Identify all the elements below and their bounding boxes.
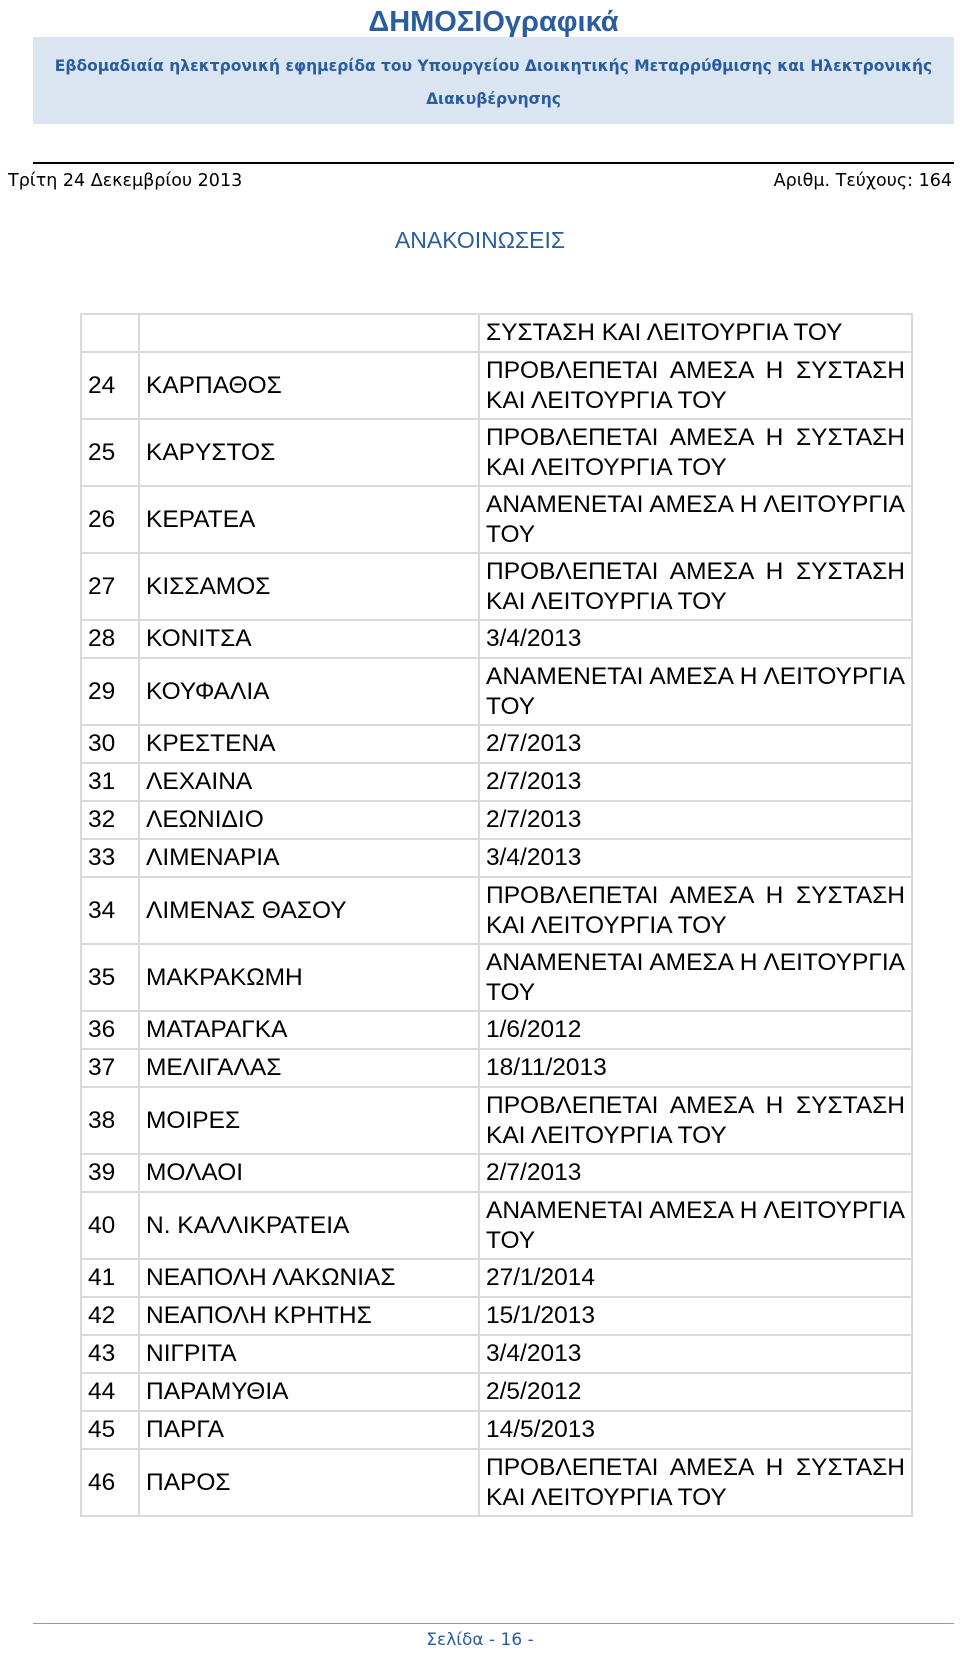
table-row: [81, 1087, 912, 1154]
municipality-name: ΝΕΑΠΟΛΗ ΛΑΚΩΝΙΑΣ: [139, 1259, 479, 1297]
table-row: [81, 1449, 912, 1516]
page-number: Σελίδα - 16 -: [426, 1630, 534, 1650]
issue-number: Αριθμ. Τεύχους: 164: [773, 171, 952, 191]
row-number: 27: [81, 553, 139, 620]
table-row: [81, 1049, 912, 1087]
operation-status: 3/4/2013: [479, 839, 912, 877]
municipality-name: ΜΑΚΡΑΚΩΜΗ: [139, 944, 479, 1011]
operation-status: ΑΝΑΜΕΝΕΤΑΙ ΑΜΕΣΑ Η ΛΕΙΤΟΥΡΓΙΑ ΤΟΥ: [479, 1192, 912, 1259]
row-number: 24: [81, 352, 139, 419]
municipality-name: ΚΡΕΣΤΕΝΑ: [139, 725, 479, 763]
table-row: [81, 801, 912, 839]
operation-status: 2/7/2013: [479, 725, 912, 763]
table-row: [81, 658, 912, 725]
row-number: 33: [81, 839, 139, 877]
municipality-name: ΛΕΩΝΙΔΙΟ: [139, 801, 479, 839]
operation-status: 3/4/2013: [479, 620, 912, 658]
table-row: [81, 314, 912, 352]
operation-status: 2/7/2013: [479, 763, 912, 801]
row-number: 37: [81, 1049, 139, 1087]
operation-status: 2/5/2012: [479, 1373, 912, 1411]
publication-title: ΔΗΜΟΣΙΟγραφικά: [368, 6, 619, 38]
row-number: 41: [81, 1259, 139, 1297]
municipality-name: ΚΟΝΙΤΣΑ: [139, 620, 479, 658]
operation-status: ΠΡΟΒΛΕΠΕΤΑΙ ΑΜΕΣΑ Η ΣΥΣΤΑΣΗ ΚΑΙ ΛΕΙΤΟΥΡΓΙΑ ΤΟΥ: [479, 1449, 912, 1516]
municipality-name: ΜΟΙΡΕΣ: [139, 1087, 479, 1154]
table-row: [81, 1259, 912, 1297]
operation-status: ΑΝΑΜΕΝΕΤΑΙ ΑΜΕΣΑ Η ΛΕΙΤΟΥΡΓΙΑ ΤΟΥ: [479, 486, 912, 553]
row-number: 36: [81, 1011, 139, 1049]
table-row: [81, 944, 912, 1011]
operation-status: ΣΥΣΤΑΣΗ ΚΑΙ ΛΕΙΤΟΥΡΓΙΑ ΤΟΥ: [479, 314, 912, 352]
row-number: 43: [81, 1335, 139, 1373]
municipality-name: ΚΙΣΣΑΜΟΣ: [139, 553, 479, 620]
row-number: 34: [81, 877, 139, 944]
operation-status: 1/6/2012: [479, 1011, 912, 1049]
table-row: [81, 1011, 912, 1049]
operation-status: 15/1/2013: [479, 1297, 912, 1335]
publication-subtitle: Εβδομαδιαία ηλεκτρονική εφημερίδα του Υπουργείου Διοικητικής Μεταρρύθμισης και Ηλεκτρονικής Διακυβέρνησης: [54, 57, 933, 108]
operation-status: 2/7/2013: [479, 1154, 912, 1192]
table-row: [81, 839, 912, 877]
operation-status: ΠΡΟΒΛΕΠΕΤΑΙ ΑΜΕΣΑ Η ΣΥΣΤΑΣΗ ΚΑΙ ΛΕΙΤΟΥΡΓΙΑ ΤΟΥ: [479, 419, 912, 486]
row-number: 31: [81, 763, 139, 801]
operation-status: 2/7/2013: [479, 801, 912, 839]
row-number: 35: [81, 944, 139, 1011]
operation-status: ΠΡΟΒΛΕΠΕΤΑΙ ΑΜΕΣΑ Η ΣΥΣΤΑΣΗ ΚΑΙ ΛΕΙΤΟΥΡΓΙΑ ΤΟΥ: [479, 1087, 912, 1154]
table-row: [81, 763, 912, 801]
municipality-table: [80, 313, 913, 1517]
municipality-name: ΚΟΥΦΑΛΙΑ: [139, 658, 479, 725]
municipality-name: ΚΑΡΥΣΤΟΣ: [139, 419, 479, 486]
row-number: 29: [81, 658, 139, 725]
table-body: [81, 314, 912, 1516]
table-row: [81, 877, 912, 944]
table-row: [81, 1154, 912, 1192]
municipality-name: ΛΙΜΕΝΑΡΙΑ: [139, 839, 479, 877]
row-number: 26: [81, 486, 139, 553]
operation-status: ΠΡΟΒΛΕΠΕΤΑΙ ΑΜΕΣΑ Η ΣΥΣΤΑΣΗ ΚΑΙ ΛΕΙΤΟΥΡΓΙΑ ΤΟΥ: [479, 553, 912, 620]
table-row: [81, 352, 912, 419]
municipality-name: ΝΙΓΡΙΤΑ: [139, 1335, 479, 1373]
operation-status: ΠΡΟΒΛΕΠΕΤΑΙ ΑΜΕΣΑ Η ΣΥΣΤΑΣΗ ΚΑΙ ΛΕΙΤΟΥΡΓΙΑ ΤΟΥ: [479, 352, 912, 419]
table-row: [81, 1297, 912, 1335]
operation-status: ΑΝΑΜΕΝΕΤΑΙ ΑΜΕΣΑ Η ΛΕΙΤΟΥΡΓΙΑ ΤΟΥ: [479, 658, 912, 725]
table-row: [81, 1411, 912, 1449]
row-number: 32: [81, 801, 139, 839]
operation-status: 14/5/2013: [479, 1411, 912, 1449]
row-number: 40: [81, 1192, 139, 1259]
issue-divider: [33, 162, 954, 164]
municipality-name: ΠΑΡΓΑ: [139, 1411, 479, 1449]
masthead: [33, 0, 954, 124]
operation-status: 18/11/2013: [479, 1049, 912, 1087]
issue-date: Τρίτη 24 Δεκεμβρίου 2013: [8, 171, 243, 191]
table-row: [81, 419, 912, 486]
table-row: [81, 486, 912, 553]
table-row: [81, 1192, 912, 1259]
section-title: ΑΝΑΚΟΙΝΩΣΕΙΣ: [394, 227, 566, 253]
table-row: [81, 620, 912, 658]
municipality-name: ΛΕΧΑΙΝΑ: [139, 763, 479, 801]
operation-status: 3/4/2013: [479, 1335, 912, 1373]
row-number: 38: [81, 1087, 139, 1154]
municipality-name: ΚΕΡΑΤΕΑ: [139, 486, 479, 553]
row-number: 28: [81, 620, 139, 658]
operation-status: ΑΝΑΜΕΝΕΤΑΙ ΑΜΕΣΑ Η ΛΕΙΤΟΥΡΓΙΑ ΤΟΥ: [479, 944, 912, 1011]
footer-divider: [33, 1623, 954, 1624]
row-number: 42: [81, 1297, 139, 1335]
municipality-name: Ν. ΚΑΛΛΙΚΡΑΤΕΙΑ: [139, 1192, 479, 1259]
municipality-name: ΜΟΛΑΟΙ: [139, 1154, 479, 1192]
row-number: 46: [81, 1449, 139, 1516]
table-row: [81, 553, 912, 620]
row-number: 45: [81, 1411, 139, 1449]
table-row: [81, 1335, 912, 1373]
municipality-name: ΝΕΑΠΟΛΗ ΚΡΗΤΗΣ: [139, 1297, 479, 1335]
municipality-name: ΛΙΜΕΝΑΣ ΘΑΣΟΥ: [139, 877, 479, 944]
municipality-name: ΜΑΤΑΡΑΓΚΑ: [139, 1011, 479, 1049]
row-number: 25: [81, 419, 139, 486]
operation-status: ΠΡΟΒΛΕΠΕΤΑΙ ΑΜΕΣΑ Η ΣΥΣΤΑΣΗ ΚΑΙ ΛΕΙΤΟΥΡΓΙΑ ΤΟΥ: [479, 877, 912, 944]
table-row: [81, 1373, 912, 1411]
municipality-name: ΠΑΡΟΣ: [139, 1449, 479, 1516]
municipality-name: [139, 314, 479, 352]
row-number: 30: [81, 725, 139, 763]
municipality-name: ΚΑΡΠΑΘΟΣ: [139, 352, 479, 419]
row-number: [81, 314, 139, 352]
municipality-name: ΜΕΛΙΓΑΛΑΣ: [139, 1049, 479, 1087]
row-number: 44: [81, 1373, 139, 1411]
row-number: 39: [81, 1154, 139, 1192]
municipality-name: ΠΑΡΑΜΥΘΙΑ: [139, 1373, 479, 1411]
table-row: [81, 725, 912, 763]
operation-status: 27/1/2014: [479, 1259, 912, 1297]
